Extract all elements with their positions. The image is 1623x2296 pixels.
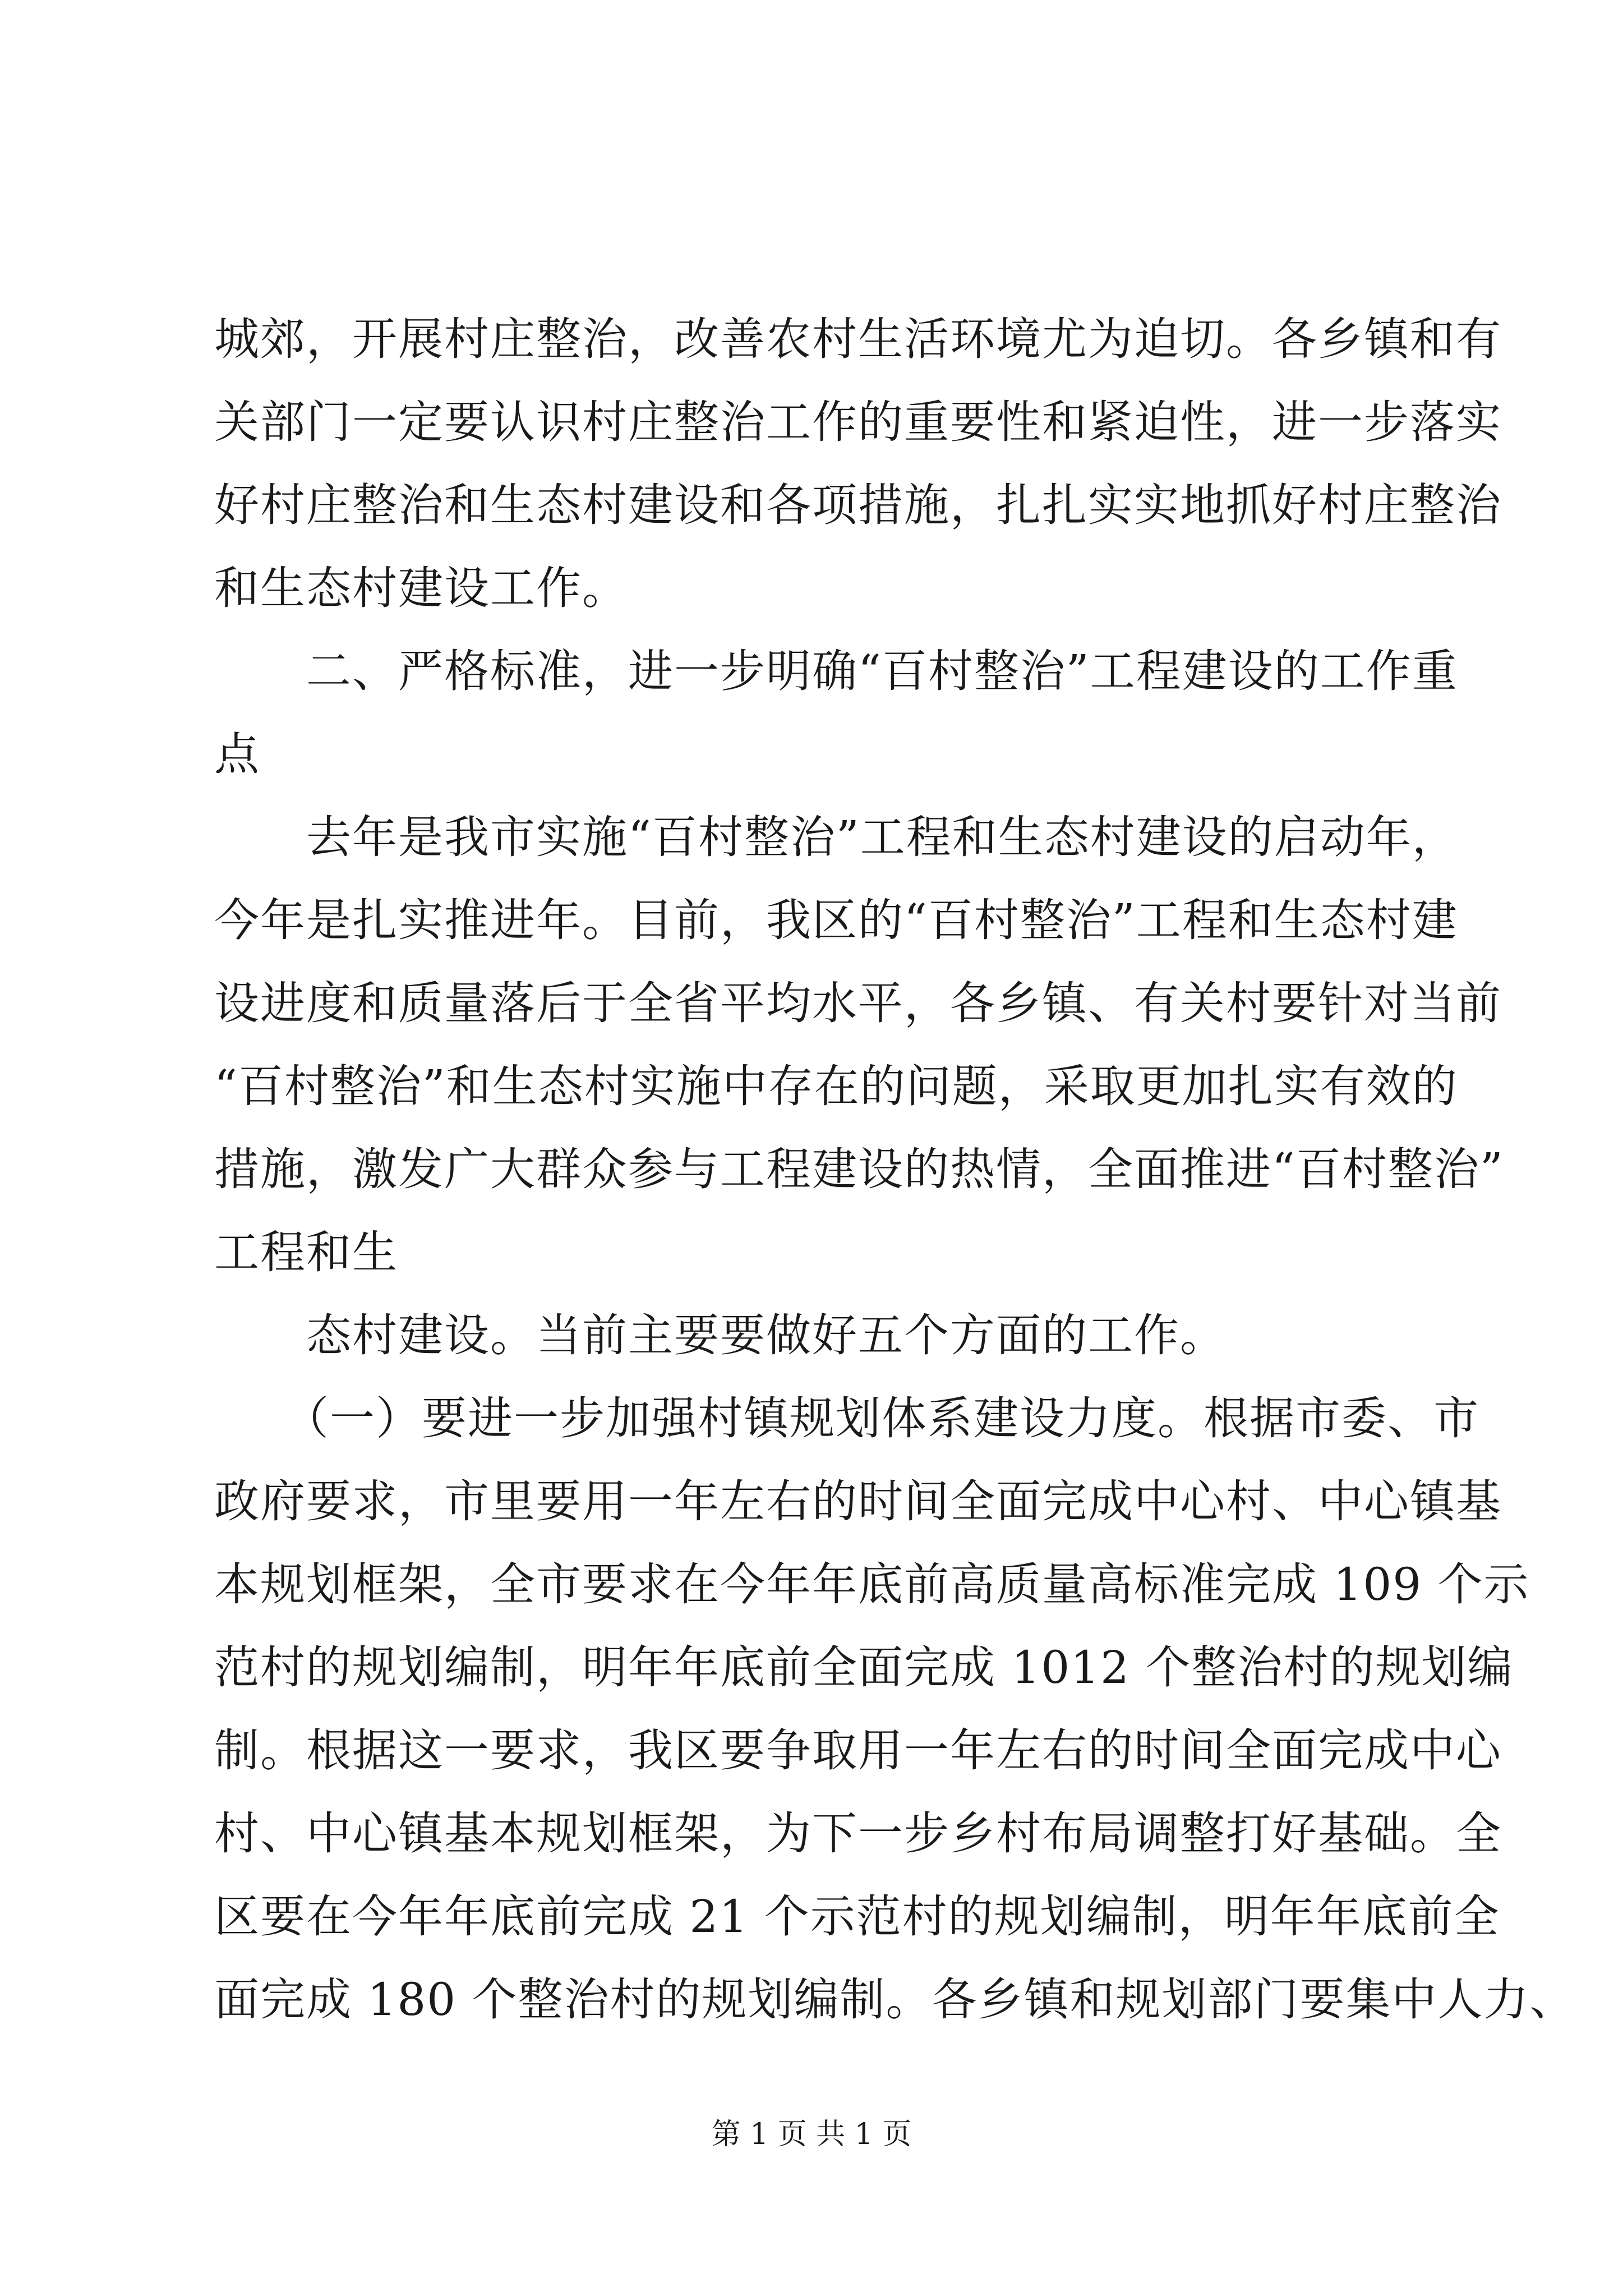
text-line: 城郊，开展村庄整治，改善农村生活环境尤为迫切。各乡镇和有 [214,313,1502,365]
text-line: 关部门一定要认识村庄整治工作的重要性和紧迫性，进一步落实 [214,396,1502,448]
section-heading: 二、严格标准，进一步明确“百村整治”工程建设的工作重 [214,645,1458,697]
text-line: 去年是我市实施“百村整治”工程和生态村建设的启动年， [214,811,1458,863]
text-line: 本规划框架，全市要求在今年年底前高质量高标准完成 109 个示 [214,1558,1530,1611]
text-line: 制。根据这一要求，我区要争取用一年左右的时间全面完成中心 [214,1724,1502,1777]
text-line: 今年是扎实推进年。目前，我区的“百村整治”工程和生态村建 [214,894,1458,946]
text-line: 和生态村建设工作。 [214,562,628,614]
text-line: 区要在今年年底前完成 21 个示范村的规划编制，明年年底前全 [214,1890,1500,1943]
subsection-heading: （一）要进一步加强村镇规划体系建设力度。根据市委、市 [214,1392,1479,1444]
page-footer: 第 1 页 共 1 页 [711,2118,912,2151]
text-line: 工程和生 [214,1226,398,1278]
text-line: 政府要求，市里要用一年左右的时间全面完成中心村、中心镇基 [214,1475,1502,1527]
text-line: “百村整治”和生态村实施中存在的问题，采取更加扎实有效的 [214,1060,1458,1112]
text-line: 村、中心镇基本规划框架，为下一步乡村布局调整打好基础。全 [214,1807,1502,1860]
text-line: 措施，激发广大群众参与工程建设的热情，全面推进“百村整治” [214,1143,1504,1195]
section-heading-continued: 点 [214,728,260,780]
text-line: 态村建设。当前主要要做好五个方面的工作。 [214,1309,1226,1361]
text-line: 面完成 180 个整治村的规划编制。各乡镇和规划部门要集中人力、 [214,1973,1576,2026]
text-line: 范村的规划编制，明年年底前全面完成 1012 个整治村的规划编 [214,1641,1514,1694]
text-line: 好村庄整治和生态村建设和各项措施，扎扎实实地抓好村庄整治 [214,479,1502,531]
text-line: 设进度和质量落后于全省平均水平，各乡镇、有关村要针对当前 [214,977,1502,1029]
